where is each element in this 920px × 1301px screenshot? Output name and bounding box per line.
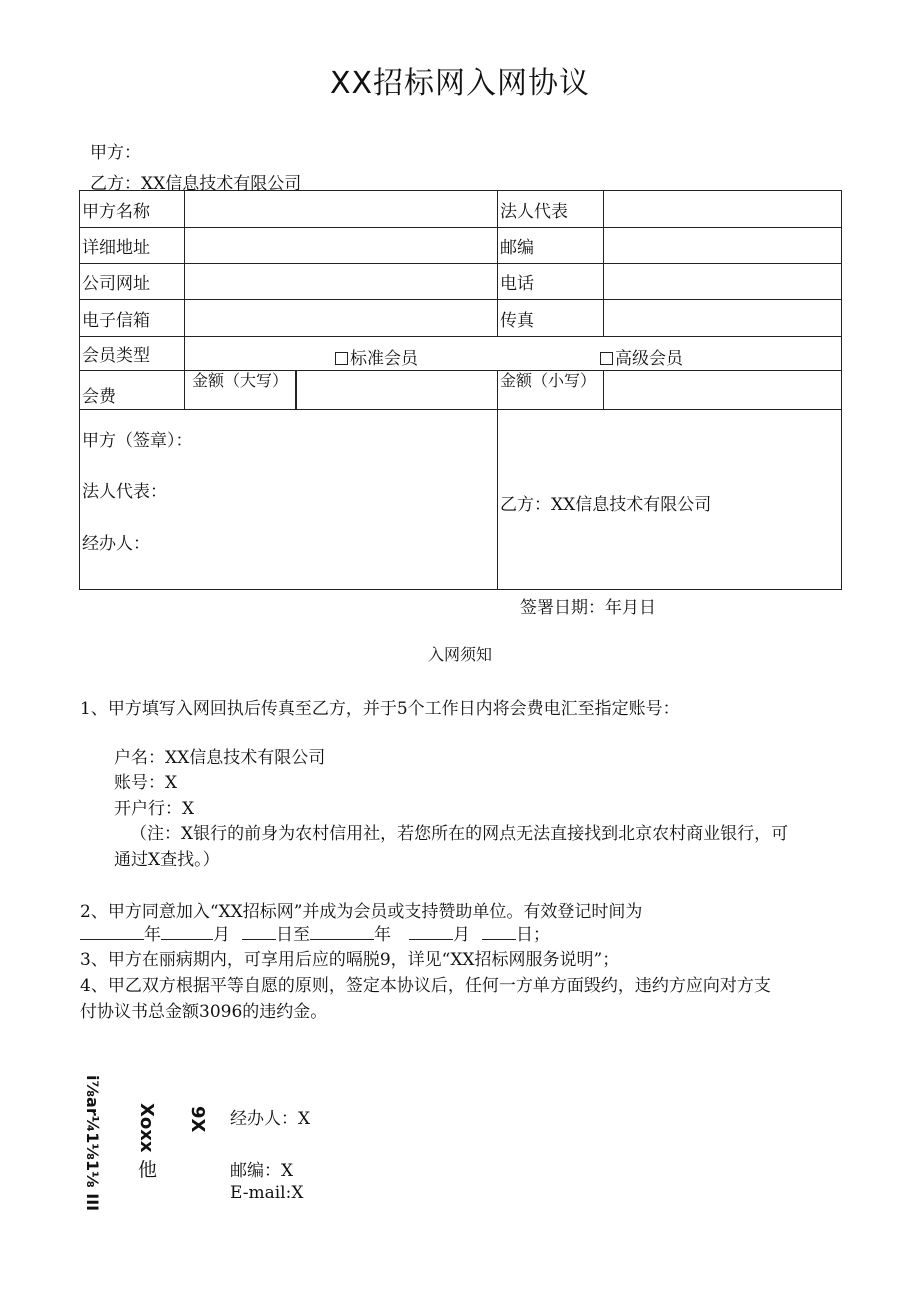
day-blank-2[interactable] <box>482 923 516 940</box>
amount-upper-cell <box>185 371 297 410</box>
postcode-field[interactable] <box>604 228 842 264</box>
year-label-1: 年 <box>144 925 161 945</box>
year-blank-1[interactable] <box>80 923 144 940</box>
notice-title: 入网须知 <box>427 645 492 664</box>
sign-legal-rep-label: 法人代表： <box>82 482 167 502</box>
standard-member-label: 标准会员 <box>350 349 418 369</box>
month-label-1: 月 <box>213 925 230 945</box>
label-website: 公司网址 <box>80 264 185 300</box>
notice-item-2: 2、甲方同意加入“XX招标网”并成为会员或支持赞助单位。有效登记时间为 <box>80 902 643 922</box>
amount-lower-field[interactable] <box>604 371 842 410</box>
party-b-line: 乙方：XX信息技术有限公司 <box>90 174 302 194</box>
member-type-options <box>185 337 842 371</box>
amount-upper-field-2[interactable] <box>297 371 498 410</box>
legal-rep-field[interactable] <box>604 191 842 228</box>
side-rotated-text-2: Xoxx <box>136 1103 157 1153</box>
label-legal-rep: 法人代表 <box>498 191 604 228</box>
year-label-2: 年 <box>374 925 391 945</box>
sign-date: 签署日期：年月日 <box>520 598 656 618</box>
label-email: 电子信箱 <box>80 300 185 337</box>
contact-handler: 经办人：X <box>230 1109 311 1129</box>
registration-period <box>80 920 550 945</box>
label-fax: 传真 <box>498 300 604 337</box>
account-name: 户名：XX信息技术有限公司 <box>114 748 326 768</box>
checkbox-icon[interactable] <box>335 352 348 365</box>
side-text-3: 他 <box>138 1159 158 1181</box>
notice-item-3: 3、甲方在丽病期内，可享用后应的嗝脱9，详见“XX招标网服务说明”； <box>80 950 620 970</box>
sign-party-a-label: 甲方（签章）： <box>82 431 193 451</box>
side-rotated-text-4: 9X <box>187 1106 208 1133</box>
label-phone: 电话 <box>498 264 604 300</box>
month-blank-2[interactable] <box>409 923 453 940</box>
label-fee: 会费 <box>80 371 185 410</box>
website-field[interactable] <box>185 264 498 300</box>
year-blank-2[interactable] <box>310 923 374 940</box>
label-amount-upper: 金额（大写） <box>185 371 296 409</box>
bank-note-line-1: （注：X银行的前身为农村信用社，若您所在的网点无法直接找到北京农村商业银行，可 <box>130 824 789 844</box>
table-row <box>80 191 842 228</box>
day-end-label: 日； <box>516 925 550 945</box>
info-table <box>79 190 842 590</box>
day-blank-1[interactable] <box>242 923 276 940</box>
sign-party-b-label: 乙方：XX信息技术有限公司 <box>500 495 712 515</box>
day-to-label: 日至 <box>276 925 310 945</box>
senior-member-label: 高级会员 <box>615 349 683 369</box>
bank-name: 开户行：X <box>114 799 195 819</box>
table-row <box>80 264 842 300</box>
email-field[interactable] <box>185 300 498 337</box>
label-address: 详细地址 <box>80 228 185 264</box>
party-a-name-field[interactable] <box>185 191 498 228</box>
address-field[interactable] <box>185 228 498 264</box>
table-row <box>80 228 842 264</box>
table-row <box>80 410 842 590</box>
contact-postcode: 邮编：X <box>230 1161 294 1181</box>
party-b-signature-area[interactable] <box>498 410 842 590</box>
page-title: XX招标网入网协议 <box>329 66 591 101</box>
table-row <box>80 371 842 410</box>
party-a-line: 甲方： <box>90 143 141 163</box>
month-label-2: 月 <box>453 925 470 945</box>
side-rotated-text-1: i⅞ar¼1⅛1⅛ III <box>83 1075 102 1212</box>
table-row <box>80 300 842 337</box>
sign-handler-label: 经办人： <box>82 534 150 554</box>
label-postcode: 邮编 <box>498 228 604 264</box>
label-party-a-name: 甲方名称 <box>80 191 185 228</box>
account-number: 账号：X <box>114 773 178 793</box>
contact-email: E-mail:X <box>230 1183 304 1203</box>
fax-field[interactable] <box>604 300 842 337</box>
table-row <box>80 337 842 371</box>
phone-field[interactable] <box>604 264 842 300</box>
senior-member-option[interactable] <box>600 344 683 369</box>
label-member-type: 会员类型 <box>80 337 185 371</box>
checkbox-icon[interactable] <box>600 352 613 365</box>
label-amount-lower: 金额（小写） <box>498 371 604 410</box>
standard-member-option[interactable] <box>335 344 418 369</box>
month-blank-1[interactable] <box>161 923 213 940</box>
notice-item-4-line-2: 付协议书总金额3096的违约金。 <box>80 1002 328 1022</box>
notice-item-4-line-1: 4、甲乙双方根据平等自愿的原则，签定本协议后，任何一方单方面毁约，违约方应向对方支 <box>80 976 771 996</box>
notice-item-1: 1、甲方填写入网回执后传真至乙方，并于5个工作日内将会费电汇至指定账号： <box>80 699 680 719</box>
party-a-signature-area[interactable] <box>80 410 498 590</box>
bank-note-line-2: 通过X查找。） <box>114 850 220 870</box>
